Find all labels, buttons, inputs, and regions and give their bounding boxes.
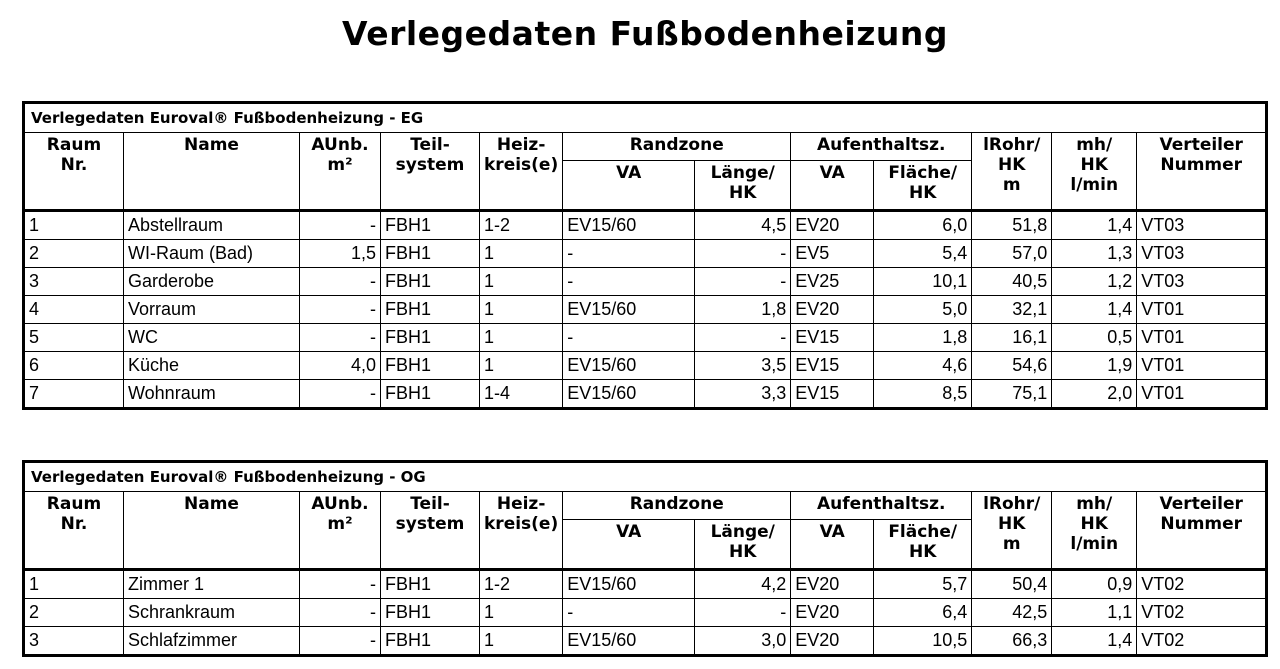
- header-line: Heiz-: [496, 135, 546, 155]
- header-line: system: [395, 155, 465, 175]
- cell-edge-va: EV15/60: [563, 570, 695, 599]
- header-aunb: [300, 133, 381, 211]
- cell-stay-va: EV5: [791, 240, 874, 268]
- cell-circuits: 1-2: [480, 211, 563, 240]
- header-line: Heiz-: [496, 494, 546, 514]
- header-randzone: Randzone: [563, 133, 791, 161]
- header-line: Nr.: [60, 155, 88, 175]
- cell-room-name: Garderobe: [124, 268, 300, 296]
- cell-circuits: 1: [480, 324, 563, 352]
- cell-room-number: 1: [24, 570, 124, 599]
- cell-area: -: [300, 211, 381, 240]
- header-lrohr: [972, 133, 1052, 211]
- cell-stay-area: 1,8: [874, 324, 972, 352]
- cell-stay-area: 6,4: [874, 599, 972, 627]
- cell-edge-va: EV15/60: [563, 296, 695, 324]
- cell-edge-length: -: [695, 599, 791, 627]
- cell-pipe-length: 66,3: [972, 627, 1052, 656]
- cell-room-number: 3: [24, 627, 124, 656]
- cell-room-name: Zimmer 1: [124, 570, 300, 599]
- header-heiz: [480, 492, 563, 570]
- header-line: l/min: [1070, 534, 1119, 554]
- cell-distributor: VT02: [1137, 599, 1267, 627]
- header-rz-va: VA: [563, 520, 695, 570]
- header-line: HK: [729, 183, 757, 203]
- header-line: HK: [998, 155, 1026, 175]
- cell-stay-area: 5,0: [874, 296, 972, 324]
- cell-edge-length: 1,8: [695, 296, 791, 324]
- cell-system: FBH1: [381, 570, 480, 599]
- cell-stay-va: EV20: [791, 211, 874, 240]
- cell-edge-length: 4,5: [695, 211, 791, 240]
- cell-area: -: [300, 296, 381, 324]
- cell-pipe-length: 75,1: [972, 380, 1052, 409]
- header-raum: [24, 133, 124, 211]
- cell-edge-length: 3,3: [695, 380, 791, 409]
- cell-pipe-length: 42,5: [972, 599, 1052, 627]
- table-row: [24, 268, 1267, 296]
- cell-circuits: 1: [480, 240, 563, 268]
- cell-room-number: 1: [24, 211, 124, 240]
- header-randzone: Randzone: [563, 492, 791, 520]
- cell-flow-rate: 1,4: [1052, 296, 1137, 324]
- cell-flow-rate: 2,0: [1052, 380, 1137, 409]
- header-line: kreis(e): [484, 155, 559, 175]
- cell-edge-va: -: [563, 240, 695, 268]
- header-aunb: [300, 492, 381, 570]
- cell-system: FBH1: [381, 240, 480, 268]
- cell-flow-rate: 1,9: [1052, 352, 1137, 380]
- header-row: [24, 133, 1267, 161]
- cell-room-number: 6: [24, 352, 124, 380]
- cell-area: 4,0: [300, 352, 381, 380]
- table-row: [24, 380, 1267, 409]
- header-af-flaeche: [874, 161, 972, 211]
- cell-room-number: 4: [24, 296, 124, 324]
- header-line: mh/: [1076, 494, 1113, 514]
- header-line: m: [1002, 175, 1021, 195]
- cell-flow-rate: 1,1: [1052, 599, 1137, 627]
- header-af-va: VA: [791, 161, 874, 211]
- header-row: [24, 492, 1267, 520]
- cell-edge-va: -: [563, 324, 695, 352]
- cell-area: -: [300, 627, 381, 656]
- cell-distributor: VT01: [1137, 324, 1267, 352]
- header-line: m: [1002, 534, 1021, 554]
- header-line: m²: [327, 155, 353, 175]
- table-row: [24, 211, 1267, 240]
- cell-stay-va: EV15: [791, 352, 874, 380]
- cell-room-name: WI-Raum (Bad): [124, 240, 300, 268]
- cell-room-name: Wohnraum: [124, 380, 300, 409]
- page-title: Verlegedaten Fußbodenheizung: [341, 14, 949, 53]
- cell-stay-area: 6,0: [874, 211, 972, 240]
- header-line: HK: [1080, 514, 1108, 534]
- header-rz-laenge: [695, 161, 791, 211]
- cell-area: -: [300, 380, 381, 409]
- cell-edge-length: 3,5: [695, 352, 791, 380]
- cell-room-number: 7: [24, 380, 124, 409]
- table-row: [24, 599, 1267, 627]
- cell-system: FBH1: [381, 627, 480, 656]
- cell-edge-length: 4,2: [695, 570, 791, 599]
- cell-distributor: VT01: [1137, 380, 1267, 409]
- cell-stay-va: EV20: [791, 570, 874, 599]
- cell-area: 1,5: [300, 240, 381, 268]
- header-verteiler: [1137, 133, 1267, 211]
- cell-stay-va: EV20: [791, 599, 874, 627]
- cell-edge-va: EV15/60: [563, 211, 695, 240]
- caption-row: [24, 462, 1267, 492]
- cell-area: -: [300, 599, 381, 627]
- cell-flow-rate: 0,5: [1052, 324, 1137, 352]
- header-line: Nummer: [1160, 155, 1243, 175]
- header-line: HK: [909, 183, 937, 203]
- cell-distributor: VT02: [1137, 570, 1267, 599]
- cell-area: -: [300, 570, 381, 599]
- cell-stay-area: 5,4: [874, 240, 972, 268]
- cell-system: FBH1: [381, 268, 480, 296]
- cell-distributor: VT03: [1137, 240, 1267, 268]
- cell-circuits: 1: [480, 268, 563, 296]
- cell-circuits: 1: [480, 352, 563, 380]
- cell-system: FBH1: [381, 211, 480, 240]
- header-af-va: VA: [791, 520, 874, 570]
- header-line: m²: [327, 514, 353, 534]
- cell-edge-length: -: [695, 240, 791, 268]
- cell-room-name: Küche: [124, 352, 300, 380]
- cell-stay-va: EV15: [791, 380, 874, 409]
- header-name: Name: [124, 492, 300, 570]
- cell-room-number: 5: [24, 324, 124, 352]
- header-teil: [381, 133, 480, 211]
- header-line: Nummer: [1160, 514, 1243, 534]
- header-heiz: [480, 133, 563, 211]
- cell-circuits: 1: [480, 599, 563, 627]
- cell-circuits: 1-4: [480, 380, 563, 409]
- header-line: system: [395, 514, 465, 534]
- header-mh: [1052, 492, 1137, 570]
- table-row: [24, 352, 1267, 380]
- header-line: HK: [909, 542, 937, 562]
- cell-edge-va: -: [563, 268, 695, 296]
- caption-row: [24, 103, 1267, 133]
- table-og: [22, 460, 1268, 657]
- header-rz-va: VA: [563, 161, 695, 211]
- cell-area: -: [300, 324, 381, 352]
- cell-flow-rate: 1,4: [1052, 211, 1137, 240]
- table-row: [24, 627, 1267, 656]
- cell-room-name: Abstellraum: [124, 211, 300, 240]
- header-line: lRohr/: [983, 494, 1041, 514]
- cell-flow-rate: 1,2: [1052, 268, 1137, 296]
- cell-stay-area: 10,5: [874, 627, 972, 656]
- cell-stay-va: EV15: [791, 324, 874, 352]
- header-line: Teil-: [410, 494, 450, 514]
- cell-stay-area: 10,1: [874, 268, 972, 296]
- cell-pipe-length: 32,1: [972, 296, 1052, 324]
- cell-distributor: VT01: [1137, 352, 1267, 380]
- cell-room-number: 2: [24, 240, 124, 268]
- header-af-flaeche: [874, 520, 972, 570]
- header-line: mh/: [1076, 135, 1113, 155]
- cell-distributor: VT03: [1137, 268, 1267, 296]
- table-row: [24, 324, 1267, 352]
- cell-room-number: 2: [24, 599, 124, 627]
- header-name: Name: [124, 133, 300, 211]
- header-line: l/min: [1070, 175, 1119, 195]
- header-lrohr: [972, 492, 1052, 570]
- cell-stay-va: EV20: [791, 296, 874, 324]
- table-row: [24, 240, 1267, 268]
- header-line: Nr.: [60, 514, 88, 534]
- header-raum: [24, 492, 124, 570]
- cell-edge-length: -: [695, 324, 791, 352]
- cell-pipe-length: 51,8: [972, 211, 1052, 240]
- header-verteiler: [1137, 492, 1267, 570]
- cell-room-name: WC: [124, 324, 300, 352]
- header-line: Länge/: [710, 522, 775, 542]
- cell-room-name: Schlafzimmer: [124, 627, 300, 656]
- header-line: AUnb.: [311, 135, 369, 155]
- cell-system: FBH1: [381, 599, 480, 627]
- cell-edge-va: EV15/60: [563, 627, 695, 656]
- header-mh: [1052, 133, 1137, 211]
- cell-stay-area: 4,6: [874, 352, 972, 380]
- header-line: Raum: [46, 494, 102, 514]
- cell-stay-area: 5,7: [874, 570, 972, 599]
- cell-circuits: 1: [480, 627, 563, 656]
- cell-flow-rate: 1,4: [1052, 627, 1137, 656]
- cell-stay-va: EV20: [791, 627, 874, 656]
- header-line: Verteiler: [1159, 494, 1243, 514]
- cell-room-name: Vorraum: [124, 296, 300, 324]
- cell-pipe-length: 50,4: [972, 570, 1052, 599]
- cell-room-name: Schrankraum: [124, 599, 300, 627]
- cell-flow-rate: 1,3: [1052, 240, 1137, 268]
- cell-edge-va: -: [563, 599, 695, 627]
- table-row: [24, 296, 1267, 324]
- table-eg: [22, 101, 1268, 410]
- table-row: [24, 570, 1267, 599]
- cell-circuits: 1: [480, 296, 563, 324]
- cell-system: FBH1: [381, 324, 480, 352]
- cell-pipe-length: 54,6: [972, 352, 1052, 380]
- header-line: Länge/: [710, 163, 775, 183]
- cell-edge-length: 3,0: [695, 627, 791, 656]
- cell-stay-va: EV25: [791, 268, 874, 296]
- header-line: AUnb.: [311, 494, 369, 514]
- header-rz-laenge: [695, 520, 791, 570]
- header-line: Fläche/: [888, 522, 958, 542]
- header-aufenthalt: Aufenthaltsz.: [791, 492, 972, 520]
- cell-flow-rate: 0,9: [1052, 570, 1137, 599]
- cell-edge-length: -: [695, 268, 791, 296]
- header-line: HK: [729, 542, 757, 562]
- cell-pipe-length: 57,0: [972, 240, 1052, 268]
- header-aufenthalt: Aufenthaltsz.: [791, 133, 972, 161]
- cell-system: FBH1: [381, 380, 480, 409]
- cell-room-number: 3: [24, 268, 124, 296]
- cell-distributor: VT03: [1137, 211, 1267, 240]
- header-line: Fläche/: [888, 163, 958, 183]
- table-caption: Verlegedaten Euroval® Fußbodenheizung - EG: [24, 103, 1267, 133]
- header-line: kreis(e): [484, 514, 559, 534]
- cell-system: FBH1: [381, 352, 480, 380]
- cell-system: FBH1: [381, 296, 480, 324]
- header-teil: [381, 492, 480, 570]
- header-line: Raum: [46, 135, 102, 155]
- header-line: Teil-: [410, 135, 450, 155]
- cell-stay-area: 8,5: [874, 380, 972, 409]
- table-caption: Verlegedaten Euroval® Fußbodenheizung - OG: [24, 462, 1267, 492]
- header-line: HK: [998, 514, 1026, 534]
- cell-distributor: VT02: [1137, 627, 1267, 656]
- cell-pipe-length: 40,5: [972, 268, 1052, 296]
- header-line: lRohr/: [983, 135, 1041, 155]
- header-line: HK: [1080, 155, 1108, 175]
- cell-distributor: VT01: [1137, 296, 1267, 324]
- header-line: Verteiler: [1159, 135, 1243, 155]
- cell-edge-va: EV15/60: [563, 380, 695, 409]
- cell-area: -: [300, 268, 381, 296]
- cell-circuits: 1-2: [480, 570, 563, 599]
- cell-pipe-length: 16,1: [972, 324, 1052, 352]
- cell-edge-va: EV15/60: [563, 352, 695, 380]
